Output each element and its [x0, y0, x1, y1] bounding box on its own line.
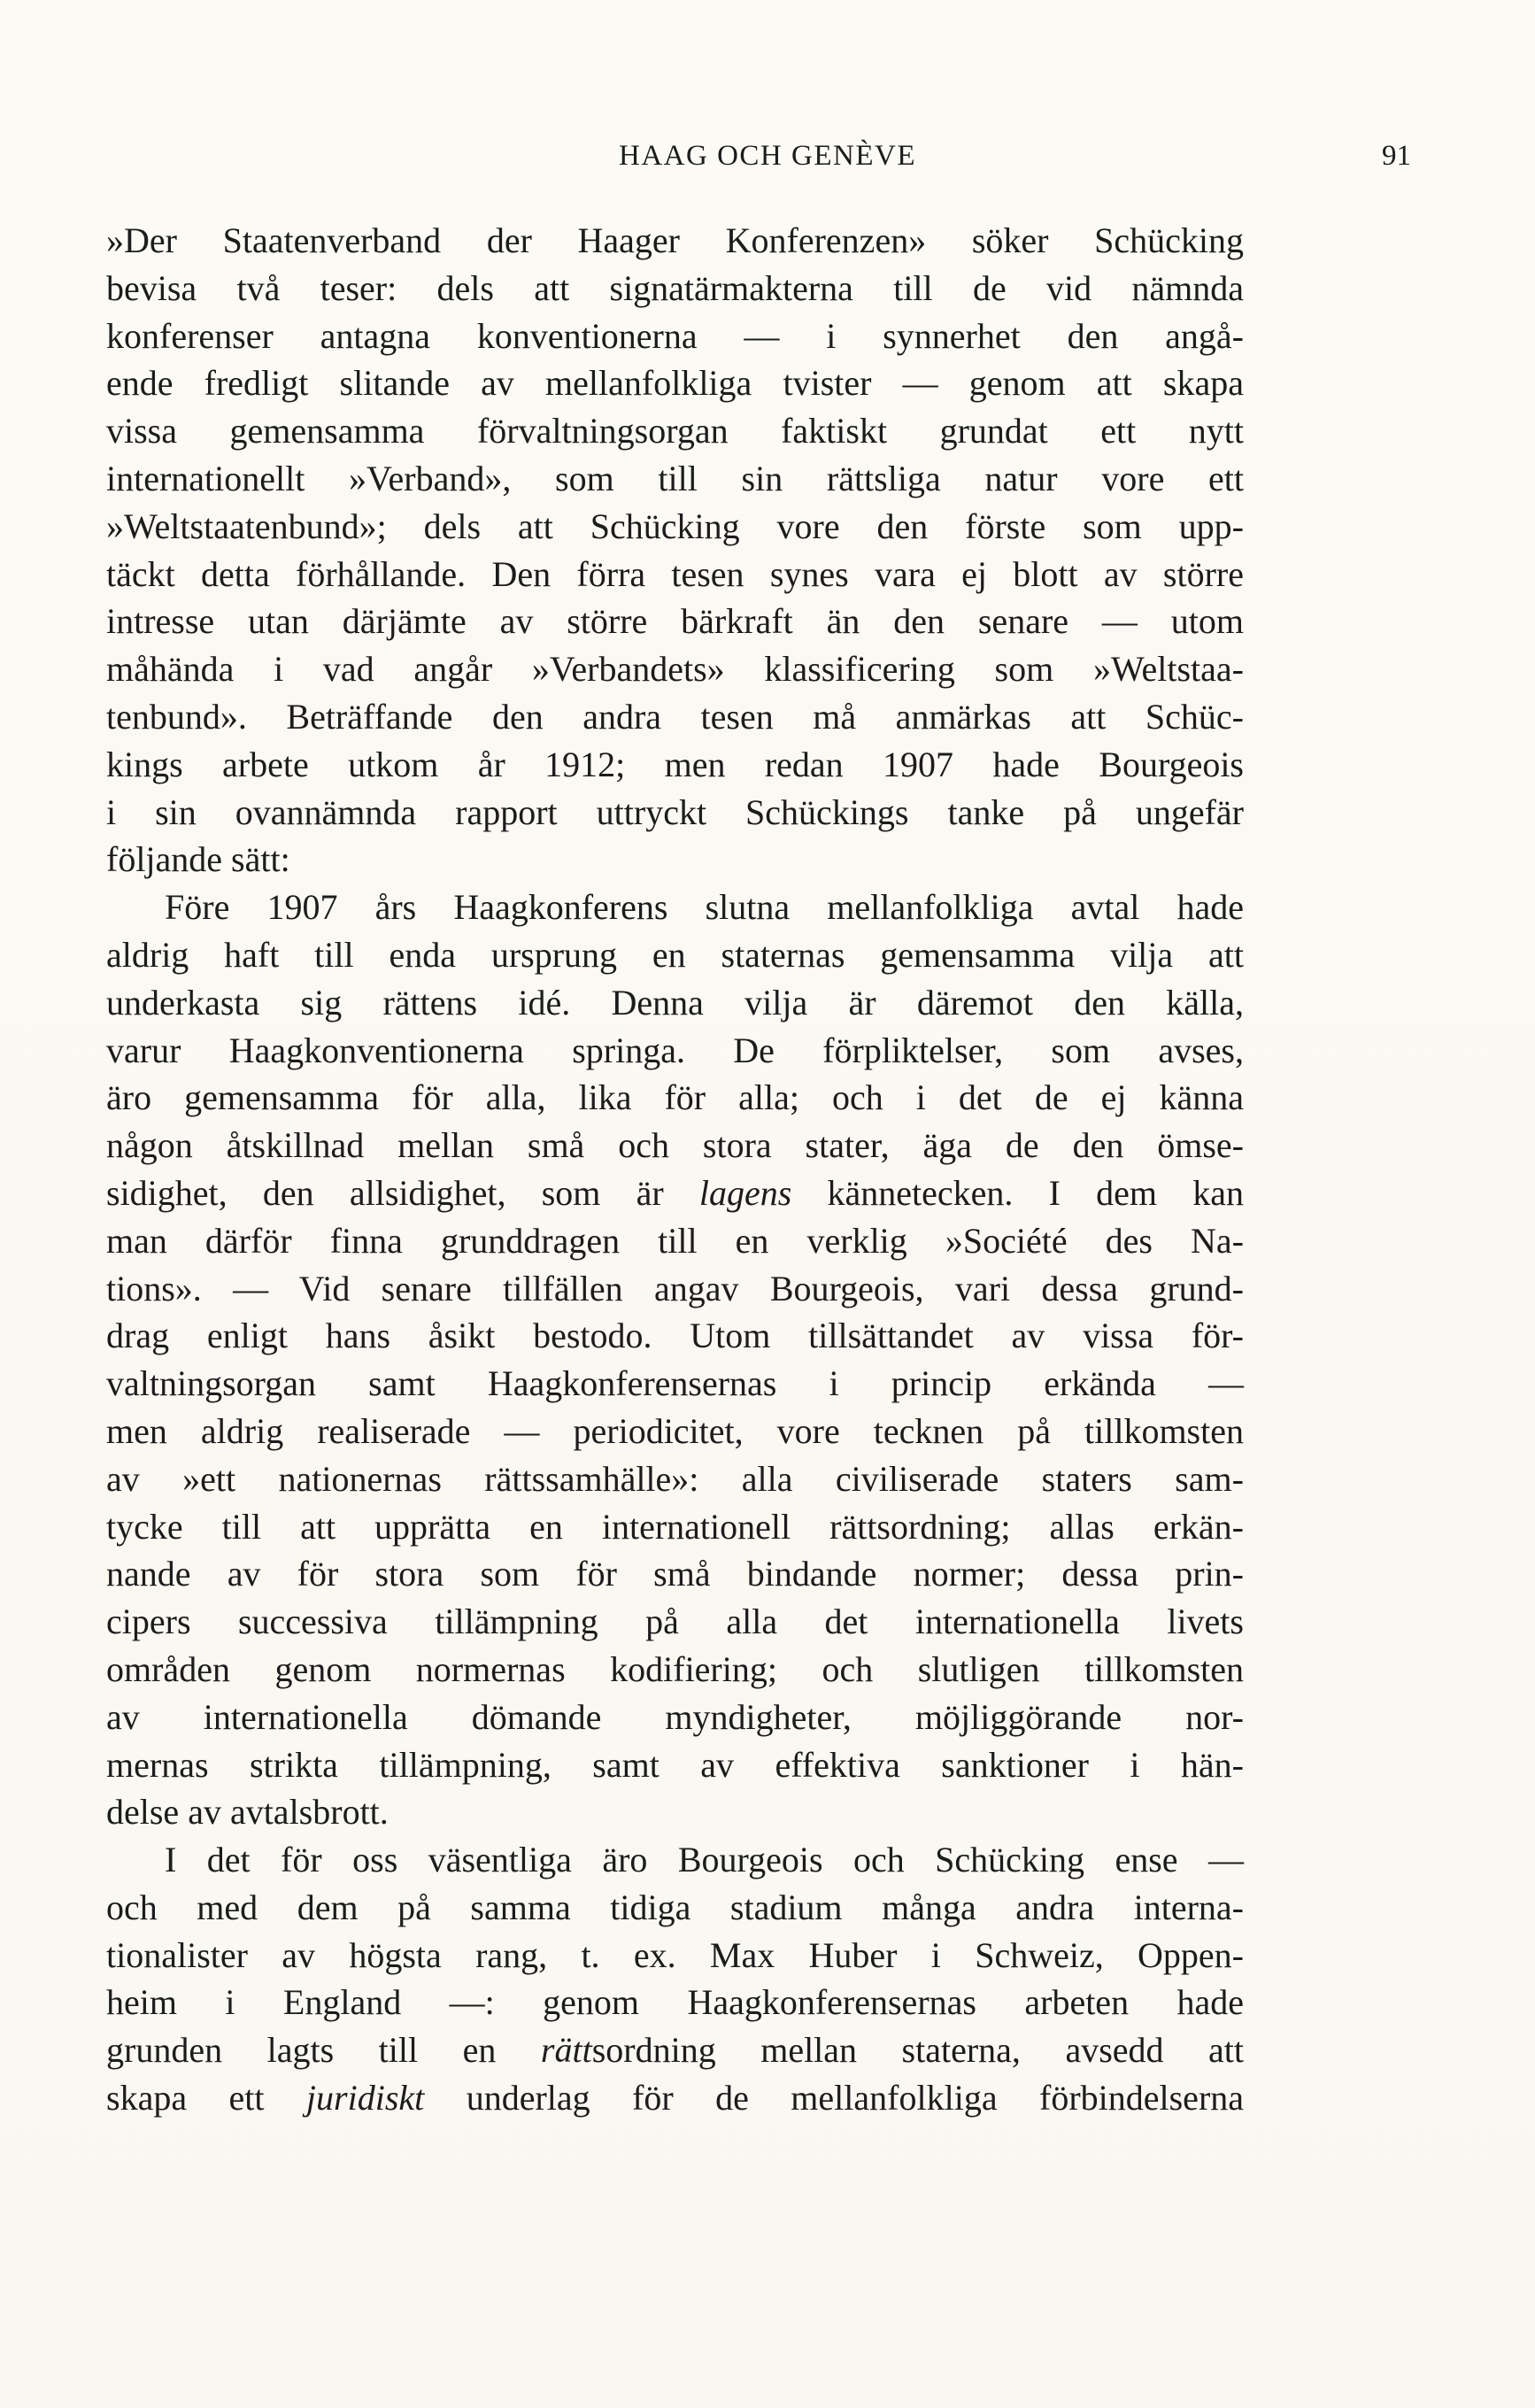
text-line: »Weltstaatenbund»; dels att Schücking vore den förste som upp- — [106, 506, 1244, 546]
text-line: följande sätt: — [106, 839, 290, 880]
text-line: äro gemensamma för alla, lika för alla; och i det de ej känna — [106, 1077, 1244, 1118]
text-line — [106, 1169, 1244, 1217]
text-line: man därför finna grunddragen till en verklig »Société des Na- — [106, 1220, 1244, 1261]
text-line: av internationella dömande myndigheter, möjliggörande nor- — [106, 1696, 1244, 1737]
text-line: täckt detta förhållande. Den förra tesen synes vara ej blott av större — [106, 553, 1244, 594]
text-line: delse av avtalsbrott. — [106, 1792, 389, 1833]
emphasis-ratt: rätt — [540, 2030, 592, 2071]
text-line: underkasta sig rättens idé. Denna vilja är däremot den källa, — [106, 982, 1244, 1023]
text-line: Före 1907 års Haagkonferens slutna mellanfolkliga avtal hade — [165, 887, 1244, 928]
text-line: »Der Staatenverband der Haager Konferenzen» söker Schücking — [106, 220, 1244, 260]
text-line: tionalister av högsta rang, t. ex. Max Huber i Schweiz, Oppen- — [106, 1934, 1244, 1975]
text-line: heim i England —: genom Haagkonferensernas arbeten hade — [106, 1982, 1244, 2023]
running-head: HAAG OCH GENÈVE — [619, 140, 916, 172]
emphasis-juridiskt: juridiskt — [305, 2078, 425, 2119]
text-line: nande av för stora som för små bindande normer; dessa prin- — [106, 1554, 1244, 1594]
text-segment: kännetecken. I dem kan — [827, 1172, 1245, 1213]
text-line — [106, 2074, 1244, 2122]
text-line: vissa gemensamma förvaltningsorgan faktiskt grundat ett nytt — [106, 411, 1244, 452]
text-line: tycke till att upprätta en internationell rättsordning; allas erkän- — [106, 1506, 1244, 1547]
page-number: 91 — [1382, 140, 1411, 172]
text-line: internationellt »Verband», som till sin rättsliga natur vore ett — [106, 458, 1244, 498]
text-line: måhända i vad angår »Verbandets» klassificering som »Weltstaa- — [106, 649, 1244, 690]
text-line: någon åtskillnad mellan små och stora stater, äga de den ömse- — [106, 1125, 1244, 1166]
text-line: varur Haagkonventionerna springa. De förpliktelser, som avses, — [106, 1030, 1244, 1070]
text-line: och med dem på samma tidiga stadium många andra interna- — [106, 1887, 1244, 1927]
text-line: konferenser antagna konventionerna — i synnerhet den angå- — [106, 315, 1244, 356]
text-line: drag enligt hans åsikt bestodo. Utom tillsättandet av vissa för- — [106, 1316, 1244, 1356]
text-line: valtningsorgan samt Haagkonferensernas i princip erkända — — [106, 1363, 1244, 1404]
text-line: tions». — Vid senare tillfällen angav Bourgeois, vari dessa grund- — [106, 1268, 1244, 1308]
text-segment: sidighet, den allsidighet, som är — [106, 1172, 664, 1213]
text-line: ende fredligt slitande av mellanfolkliga tvister — genom att skapa — [106, 363, 1244, 404]
text-line: områden genom normernas kodifiering; och slutligen tillkomsten — [106, 1648, 1244, 1689]
text-segment: grunden lagts till en — [106, 2030, 497, 2071]
text-line: intresse utan därjämte av större bärkraft än den senare — utom — [106, 601, 1244, 642]
page-header — [106, 140, 1429, 184]
text-line: i sin ovannämnda rapport uttryckt Schückings tanke på ungefär — [106, 791, 1244, 832]
text-segment: underlag för de mellanfolkliga förbindelserna — [466, 2078, 1245, 2119]
text-line: men aldrig realiserade — periodicitet, vore tecknen på tillkomsten — [106, 1410, 1244, 1451]
text-line: kings arbete utkom år 1912; men redan 1907 hade Bourgeois — [106, 744, 1244, 784]
text-line: av »ett nationernas rättssamhälle»: alla civiliserade staters sam- — [106, 1458, 1244, 1499]
text-segment: skapa ett — [106, 2078, 265, 2119]
text-line: bevisa två teser: dels att signatärmakterna till de vid nämnda — [106, 267, 1244, 308]
text-line — [106, 2026, 1244, 2074]
text-line: cipers successiva tillämpning på alla det internationella livets — [106, 1601, 1244, 1642]
text-line: mernas strikta tillämpning, samt av effektiva sanktioner i hän- — [106, 1744, 1244, 1785]
text-line: I det för oss väsentliga äro Bourgeois och Schücking ense — — [165, 1840, 1244, 1880]
text-line: aldrig haft till enda ursprung en staternas gemensamma vilja att — [106, 934, 1244, 975]
text-line: tenbund». Beträffande den andra tesen må anmärkas att Schüc- — [106, 696, 1244, 737]
emphasis-lagens: lagens — [698, 1172, 792, 1213]
text-segment-compound — [541, 2030, 1244, 2070]
text-segment: sordning mellan staterna, avsedd att — [591, 2030, 1245, 2071]
body-text — [106, 217, 1244, 2122]
